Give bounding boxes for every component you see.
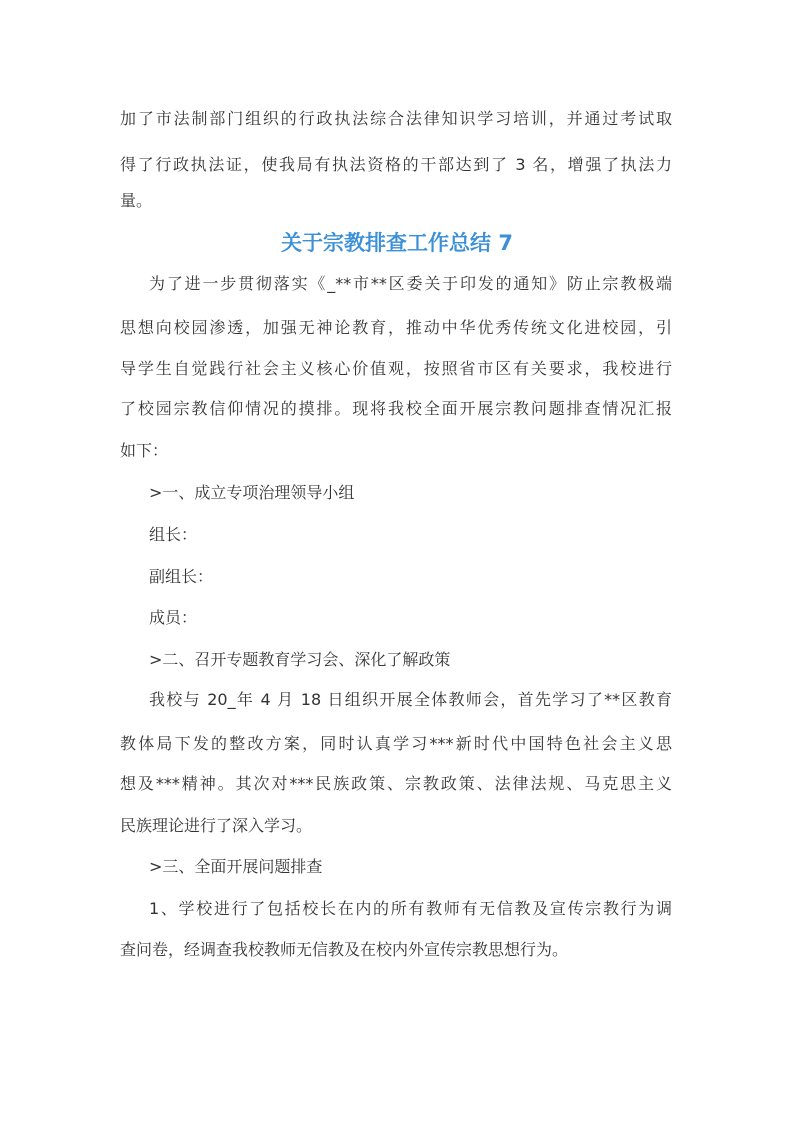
intro-line-2: 得了行政执法证，使我局有执法资格的干部达到了 3 名，增强了执法力	[120, 155, 672, 174]
leader-label: 组长：	[149, 525, 198, 544]
para1-line-1: 为了进一步贯彻落实《_**市**区委关于印发的通知》防止宗教极端	[149, 274, 672, 293]
para2-line-2: 教体局下发的整改方案，同时认真学习***新时代中国特色社会主义思	[120, 734, 672, 753]
intro-line-1: 加了市法制部门组织的行政执法综合法律知识学习培训，并通过考试取	[120, 109, 672, 128]
para3-line-1: 1、学校进行了包括校长在内的所有教师有无信教及宣传宗教行为调	[149, 899, 672, 918]
heading-3: >三、全面开展问题排查	[149, 857, 323, 876]
members-label: 成员：	[149, 608, 198, 627]
intro-line-3: 量。	[120, 191, 153, 210]
para1-line-4: 了校园宗教信仰情况的摸排。现将我校全面开展宗教问题排查情况汇报	[120, 399, 672, 418]
para1-line-5: 如下：	[120, 441, 169, 460]
section-title: 关于宗教排查工作总结 7	[281, 231, 513, 255]
para3-line-2: 查问卷，经调查我校教师无信教及在校内外宣传宗教思想行为。	[120, 940, 569, 959]
heading-2: >二、召开专题教育学习会、深化了解政策	[149, 650, 451, 669]
heading-1: >一、成立专项治理领导小组	[149, 483, 355, 502]
deputy-label: 副组长：	[149, 567, 214, 586]
para1-line-3: 导学生自觉践行社会主义核心价值观，按照省市区有关要求，我校进行	[120, 359, 672, 378]
para1-line-2: 思想向校园渗透，加强无神论教育，推动中华优秀传统文化进校园，引	[120, 318, 672, 337]
para2-line-3: 想及***精神。其次对***民族政策、宗教政策、法律法规、马克思主义	[120, 774, 672, 793]
para2-line-4: 民族理论进行了深入学习。	[120, 816, 313, 835]
para2-line-1: 我校与 20_年 4 月 18 日组织开展全体教师会，首先学习了**区教育	[149, 690, 672, 709]
